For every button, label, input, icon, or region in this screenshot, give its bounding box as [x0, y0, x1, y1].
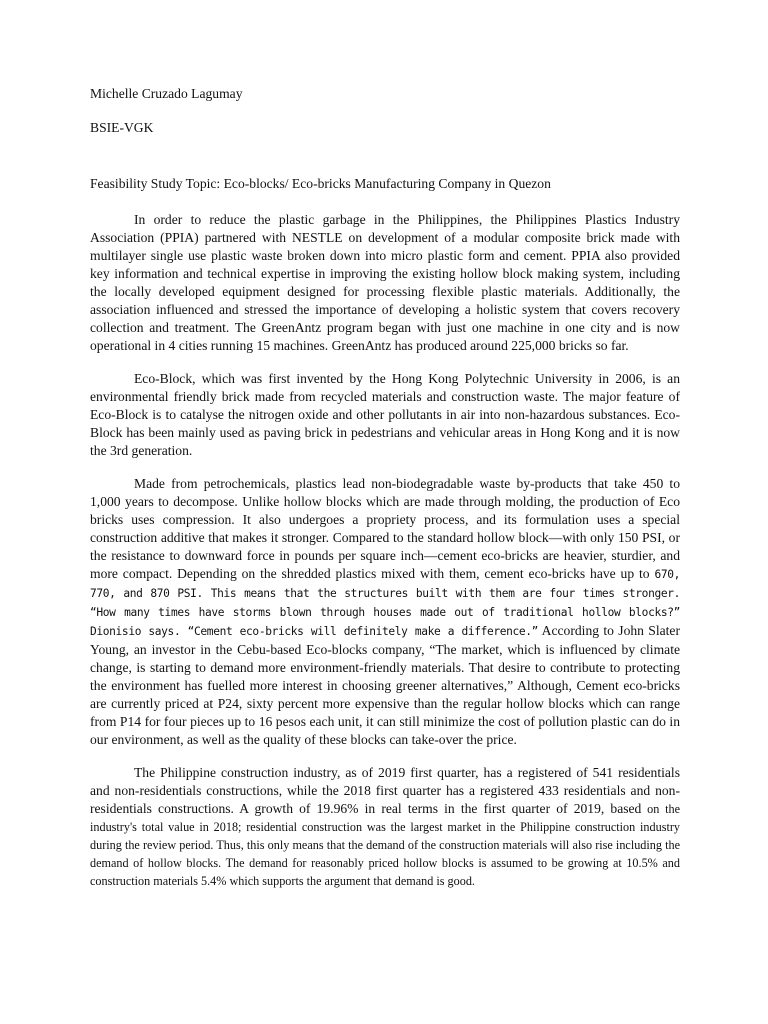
- document-page: [90, 85, 680, 905]
- paragraph-petrochemicals-part3: According to John Slater Young, an investor in the Cebu-based Eco-blocks company, “The market, which is influenced by climate change, is starting to demand more environment-friendly materials. That desire to contribute to protecting the environment has fuelled more interest in choosing greener alternatives,” Although, Cement eco-bricks are currently priced at P24, sixty percent more expensive than the regular hollow blocks which can range from P14 for four pieces up to 16 pesos each unit, it can still minimize the cost of pollution plastic can do in our environment, as well as the quality of these blocks can take-over the price.: [90, 623, 680, 747]
- course-code: BSIE-VGK: [90, 120, 154, 135]
- paragraph-petrochemicals-part1: Made from petrochemicals, plastics lead non-biodegradable waste by-products that take 450 to 1,000 years to decompose. Unlike hollow blocks which are made through molding, the production of Eco bricks uses compression. It also undergoes a propriety process, and its formulation uses a special construction additive that makes it stronger. Compared to the standard hollow block—with only 150 PSI, or the resistance to downward force in pounds per square inch—cement eco-bricks are heavier, sturdier, and more compact. Depending on the shredded plastics mixed with them, cement eco-bricks have up to: [90, 476, 680, 581]
- paragraph-ppia: In order to reduce the plastic garbage in the Philippines, the Philippines Plastics Industry Association (PPIA) partnered with NESTLE on development of a modular composite brick made with multilayer single use plastic waste broken down into micro plastic form and cement. PPIA also provided key information and technical expertise in improving the existing hollow block making system, including the locally developed equipment designed for processing flexible plastic materials. Additionally, the association influenced and stressed the importance of developing a holistic system that covers recovery collection and treatment. The GreenAntz program began with just one machine in one city and is now operational in 4 cities running 15 machines. GreenAntz has produced around 225,000 bricks so far.: [90, 212, 680, 353]
- paragraph-construction-part1: The Philippine construction industry, as of 2019 first quarter, has a registered of 541 residentials and non-residentials constructions, while the 2018 first quarter has a registered 433 residentials and non-residentials constructions. A growth of 19.96% in real terms in the first quarter of 2019, based: [90, 765, 680, 816]
- paragraph-eco-block: Eco-Block, which was first invented by the Hong Kong Polytechnic University in 2006, is an environmental friendly brick made from recycled materials and construction waste. The major feature of Eco-Block is to catalyse the nitrogen oxide and other pollutants in air into non-hazardous substances. Eco-Block has been mainly used as paving brick in pedestrians and vehicular areas in Hong Kong and it is now the 3rd generation.: [90, 371, 680, 458]
- paragraph-construction-part2: on the industry's total value in 2018; residential construction was the largest market in the Philippine construction industry during the review period. Thus, this only means that the demand of the construction materials will also rise including the demand of hollow blocks. The demand for reasonably priced hollow blocks is assumed to be growing at 10.5% and construction materials 5.4% which supports the argument that demand is good.: [90, 802, 680, 888]
- paragraph-petrochemicals-quote: 670, 770, and 870 PSI. This means that the structures built with them are four times stronger. “How many times have storms blown through houses made out of traditional hollow blocks?” Dionisio says. “Cement eco-bricks will definitely make a difference.”: [90, 568, 680, 638]
- study-topic: Feasibility Study Topic: Eco-blocks/ Eco-bricks Manufacturing Company in Quezon: [90, 176, 551, 191]
- paragraph-construction-industry: [90, 764, 680, 890]
- author-name: Michelle Cruzado Lagumay: [90, 86, 243, 101]
- paragraph-petrochemicals: [90, 475, 680, 749]
